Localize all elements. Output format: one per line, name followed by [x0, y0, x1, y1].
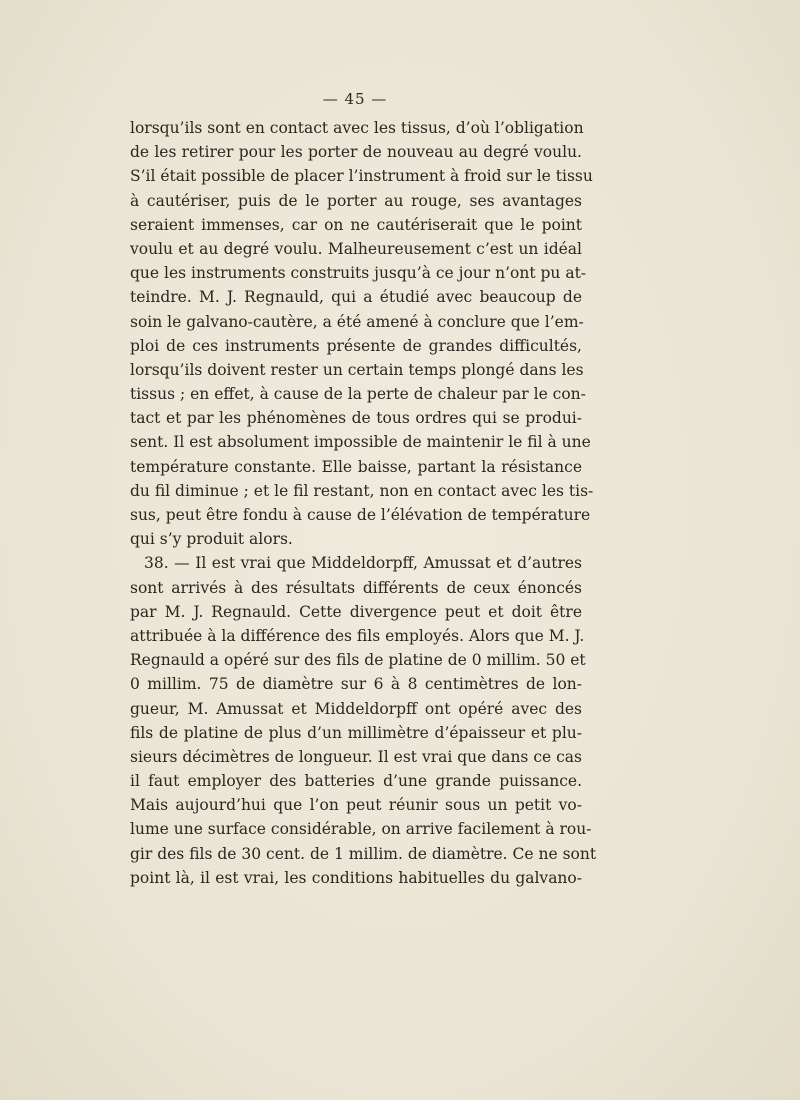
text-line: par M. J. Regnauld. Cette divergence peut et doit être [130, 602, 582, 621]
text-line: teindre. M. J. Regnauld, qui a étudié avec beaucoup de [130, 288, 582, 307]
text-line: lorsqu’ils sont en contact avec les tissus, d’où l’obligation [130, 119, 584, 137]
text-line: Regnauld a opéré sur des fils de platine de 0 millim. 50 et [130, 651, 586, 670]
page-number: — 45 — [322, 90, 388, 108]
text-line: lorsqu’ils doivent rester un certain temps plongé dans les [130, 360, 584, 379]
text-line: sont arrivés à des résultats différents de ceux énoncés [130, 578, 582, 597]
text-line: 0 millim. 75 de diamètre sur 6 à 8 centimètres de lon- [130, 675, 582, 694]
text-line: Mais aujourd’hui que l’on peut réunir sous un petit vo- [130, 796, 582, 815]
text-line: de les retirer pour les porter de nouveau au degré voulu. [130, 143, 582, 162]
text-line: seraient immenses, car on ne cautériserait que le point [130, 215, 582, 234]
text-line: attribuée à la différence des fils employés. Alors que M. J. [130, 626, 585, 645]
text-line: sus, peut être fondu à cause de l’élévation de température [130, 506, 591, 524]
text-line: que les instruments construits jusqu’à ce jour n’ont pu at- [130, 264, 587, 283]
text-line: lume une surface considérable, on arrive facilement à rou- [130, 820, 592, 839]
text-line: sieurs décimètres de longueur. Il est vrai que dans ce cas [130, 747, 582, 766]
text-line: ploi de ces instruments présente de grandes difficultés, [130, 336, 582, 355]
body-text [130, 116, 597, 890]
text-line: point là, il est vrai, les conditions habituelles du galvano- [130, 868, 582, 887]
paragraph-last-line: qui s’y produit alors. [130, 530, 293, 549]
text-line: du fil diminue ; et le fil restant, non en contact avec les tis- [130, 481, 594, 500]
text-line: tissus ; en effet, à cause de la perte de chaleur par le con- [130, 385, 586, 404]
text-line: fils de platine de plus d’un millimètre d’épaisseur et plu- [130, 723, 582, 742]
text-line: S’il était possible de placer l’instrument à froid sur le tissu [130, 167, 593, 186]
text-line: voulu et au degré voulu. Malheureusement c’est un idéal [130, 239, 582, 258]
text-line: gir des fils de 30 cent. de 1 millim. de diamètre. Ce ne sont [130, 844, 597, 863]
text-line: il faut employer des batteries d’une grande puissance. [130, 772, 582, 791]
text-line: sent. Il est absolument impossible de maintenir le fil à une [130, 433, 591, 452]
text-line: gueur, M. Amussat et Middeldorpff ont opéré avec des [130, 699, 582, 718]
text-line: à cautériser, puis de le porter au rouge, ses avantages [130, 191, 582, 210]
text-line: température constante. Elle baisse, partant la résistance [130, 457, 582, 476]
text-line: soin le galvano-cautère, a été amené à conclure que l’em- [130, 312, 584, 331]
text-line: tact et par les phénomènes de tous ordres qui se produi- [130, 409, 582, 428]
paragraph-first-line: 38. — Il est vrai que Middeldorpff, Amussat et d’autres [144, 554, 582, 573]
